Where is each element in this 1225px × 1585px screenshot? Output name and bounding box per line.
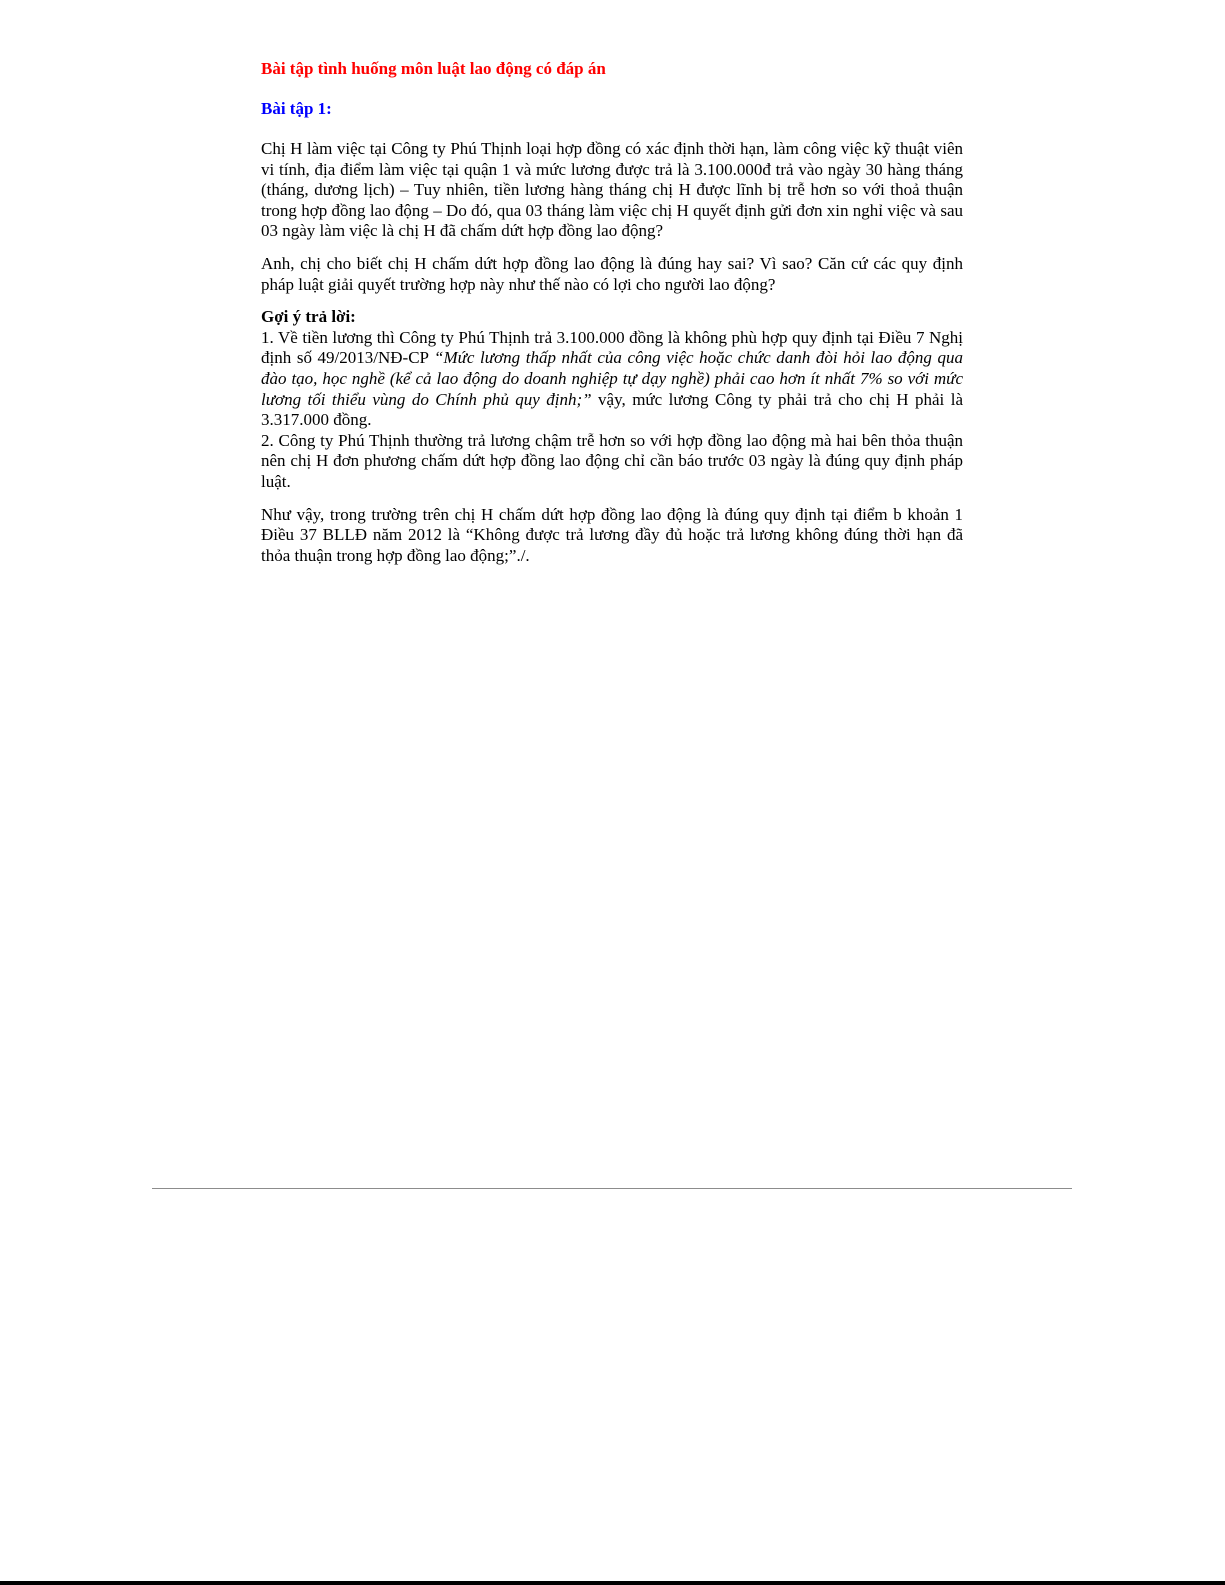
answer-1-quote: “Mức lương thấp nhất của công việc hoặc chức danh đòi hỏi lao động qua đào tạo, học nghề (kể cả lao động do doanh nghiệp tự dạy nghề) phải cao hơn ít nhất 7% so với mức lương tối thiểu vùng do Chính phủ quy định;” <box>261 348 963 409</box>
exercise-heading: Bài tập 1: <box>261 99 332 118</box>
document-body <box>261 58 963 566</box>
answer-heading: Gợi ý trả lời: <box>261 307 356 327</box>
document-title: Bài tập tình huống môn luật lao động có đáp án <box>261 59 606 78</box>
conclusion-paragraph: Như vậy, trong trường trên chị H chấm dứt hợp đồng lao động là đúng quy định tại điểm b khoản 1 Điều 37 BLLĐ năm 2012 là “Không được trả lương đầy đủ hoặc trả lương không đúng thời hạn đã thỏa thuận trong hợp đồng lao động;”./. <box>261 504 963 565</box>
bottom-border <box>0 1581 1225 1585</box>
page-divider <box>152 1188 1072 1189</box>
answer-1-intro: 1. Về tiền lương thì Công ty Phú Thịnh trả 3.100.000 đồng là không phù hợp quy định tại Điều 7 Nghị định số 49/2013/NĐ-CP <box>261 327 963 368</box>
situation-paragraph: Chị H làm việc tại Công ty Phú Thịnh loại hợp đồng có xác định thời hạn, làm công việc kỹ thuật viên vi tính, địa điểm làm việc tại quận 1 và mức lương được trả là 3.100.000đ trả vào ngày 30 hàng tháng (tháng, dương lịch) – Tuy nhiên, tiền lương hàng tháng chị H được lĩnh bị trễ hơn so với thoả thuận trong hợp đồng lao động – Do đó, qua 03 tháng làm việc chị H quyết định gửi đơn xin nghỉ việc và sau 03 ngày làm việc là chị H đã chấm dứt hợp đồng lao động? <box>261 139 963 241</box>
answer-item-1 <box>261 328 963 431</box>
answer-1-rest: vậy, mức lương Công ty phải trả cho chị H phải là 3.317.000 đồng. <box>261 389 963 430</box>
answer-item-2: 2. Công ty Phú Thịnh thường trả lương chậm trễ hơn so với hợp đồng lao động mà hai bên thỏa thuận nên chị H đơn phương chấm dứt hợp đồng lao động chỉ cần báo trước 03 ngày là đúng quy định pháp luật. <box>261 430 963 491</box>
question-paragraph: Anh, chị cho biết chị H chấm dứt hợp đồng lao động là đúng hay sai? Vì sao? Căn cứ các quy định pháp luật giải quyết trường hợp này như thế nào có lợi cho người lao động? <box>261 253 963 294</box>
